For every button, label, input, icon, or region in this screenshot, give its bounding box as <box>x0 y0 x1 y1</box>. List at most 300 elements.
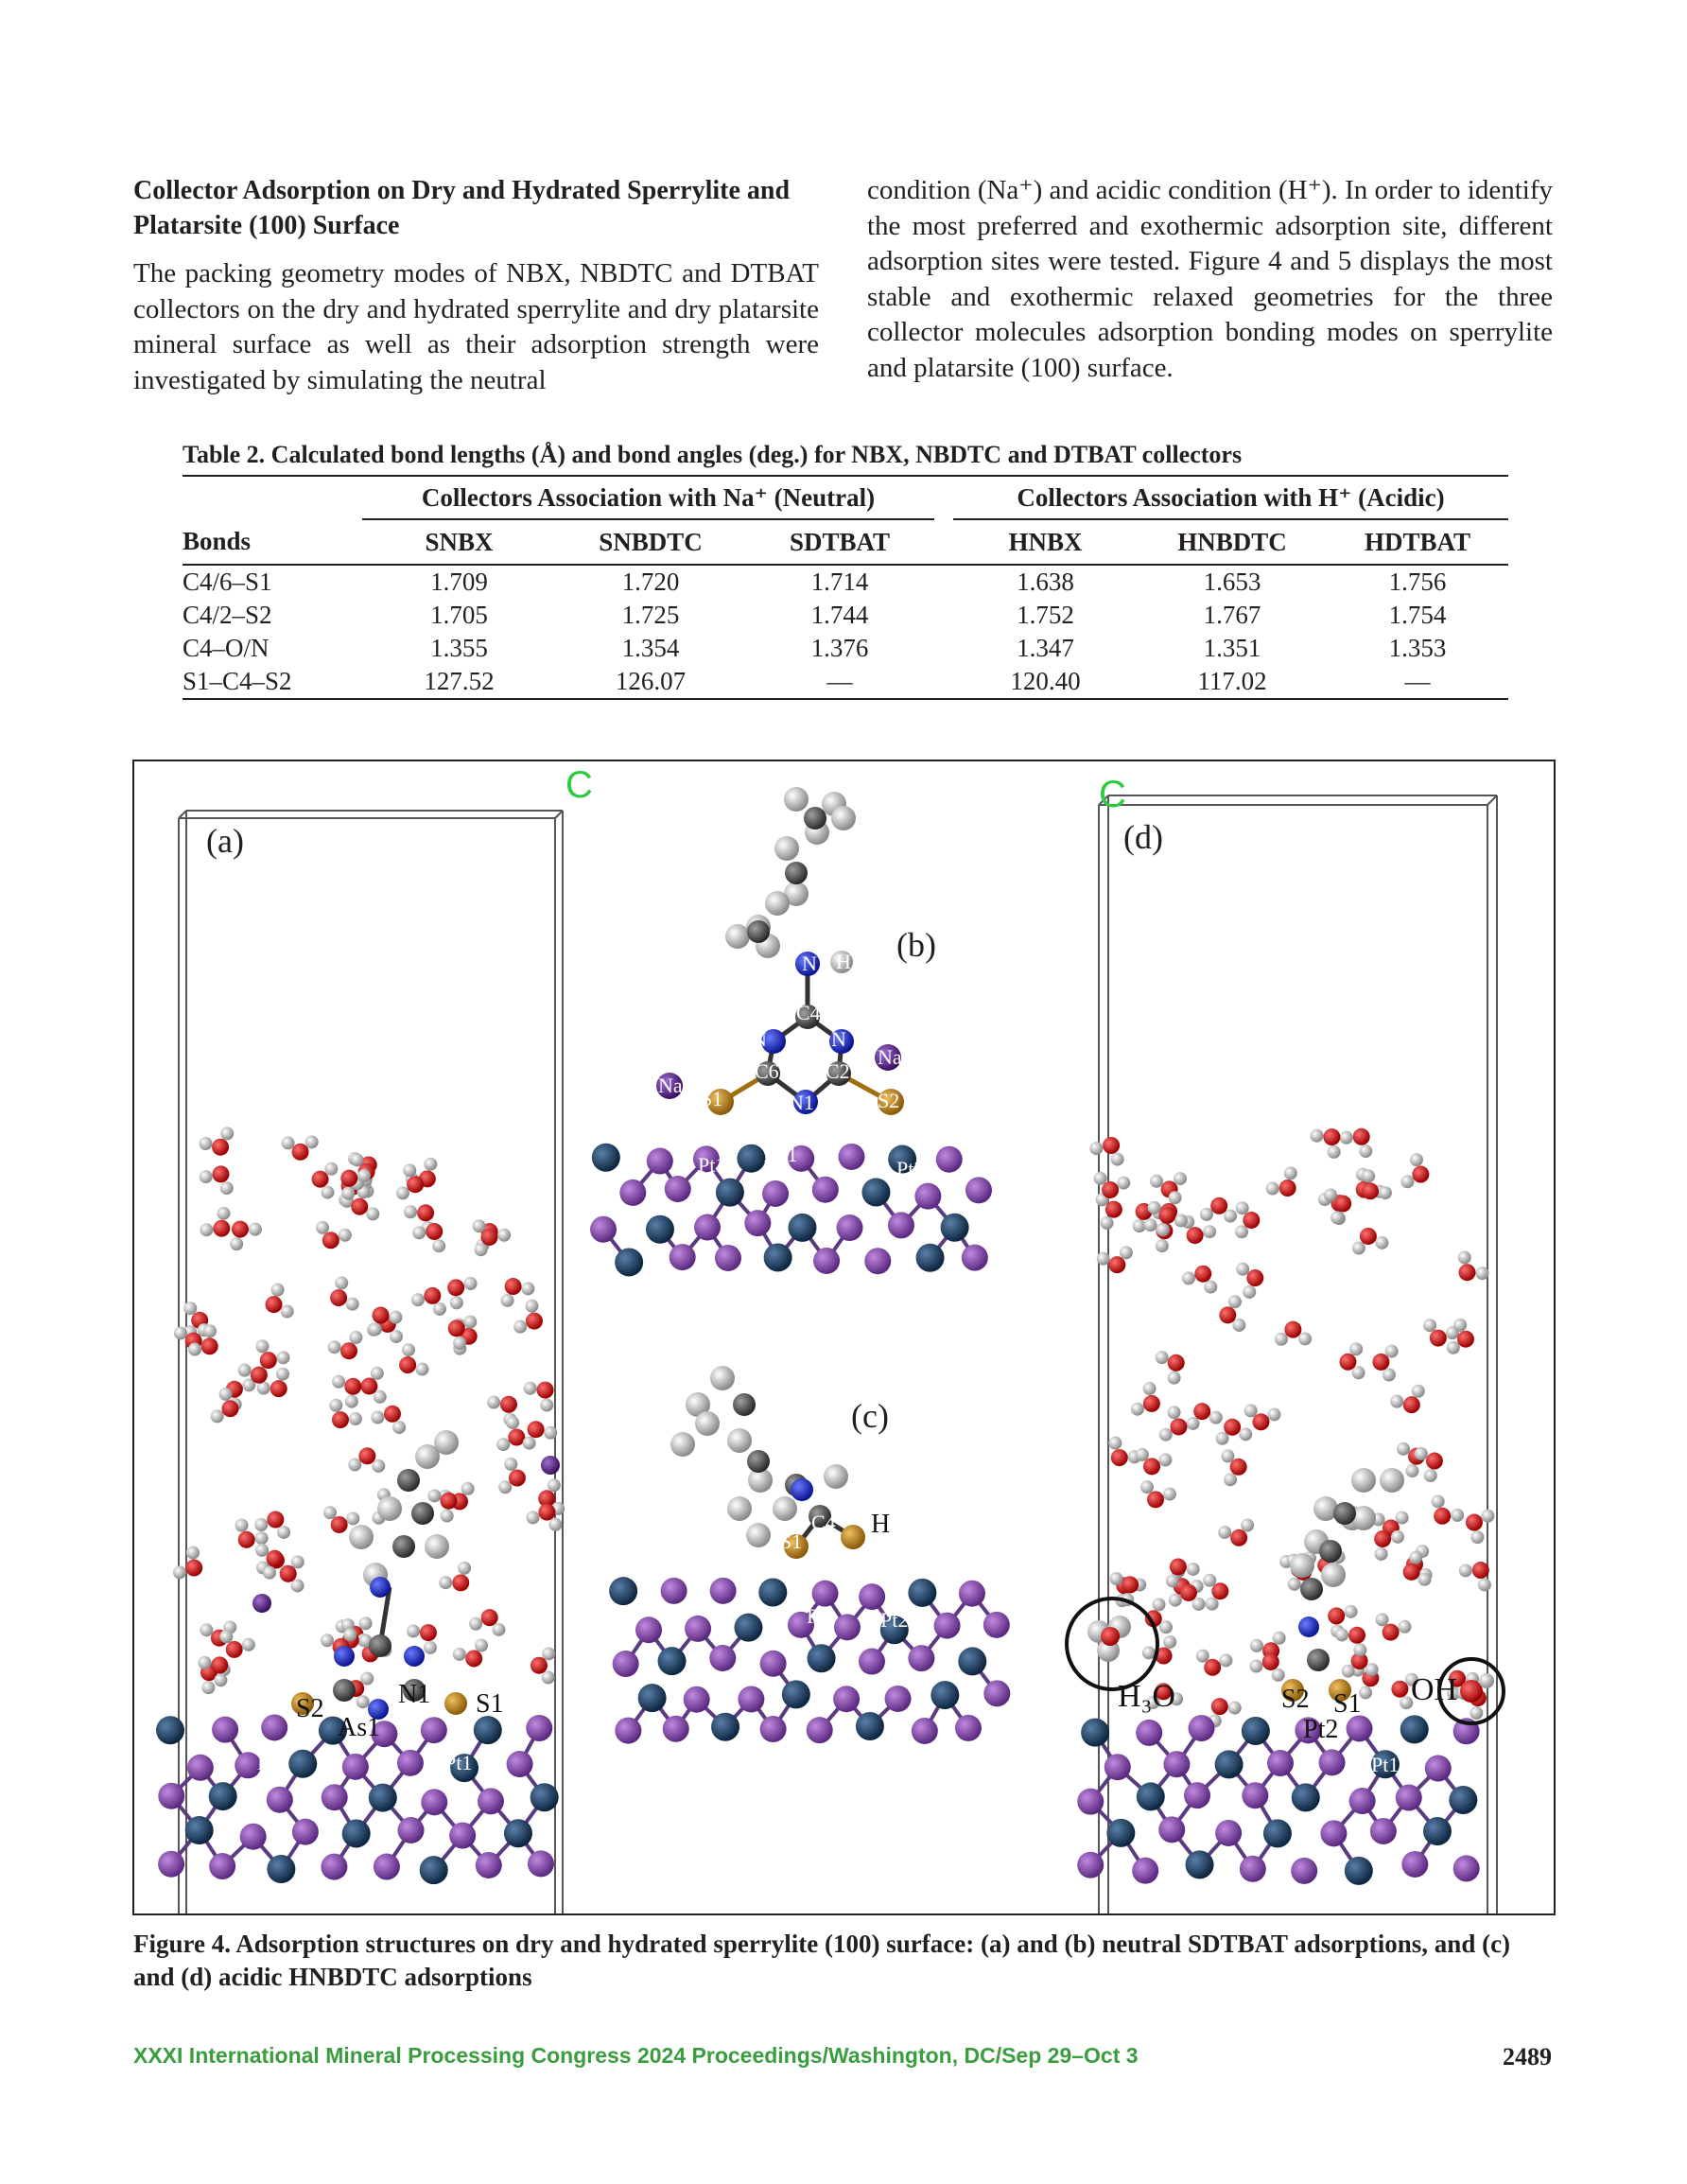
as-atom <box>663 1716 689 1742</box>
svg-text:H: H <box>836 950 851 973</box>
h-atom <box>1235 1225 1248 1238</box>
h-atom <box>1375 1236 1388 1249</box>
o-atom <box>213 1220 230 1237</box>
as-atom <box>1396 1785 1422 1811</box>
h-atom <box>1349 1342 1363 1355</box>
h-atom <box>1424 1469 1437 1482</box>
o-atom <box>1246 1269 1263 1286</box>
o-atom <box>1403 1564 1420 1581</box>
as-atom <box>1077 1789 1104 1815</box>
o-atom <box>201 1337 218 1354</box>
h-atom <box>424 1158 437 1171</box>
o-atom <box>530 1657 548 1674</box>
h-atom <box>1365 1663 1379 1676</box>
page-footer <box>133 2043 1552 2081</box>
pt-atom <box>420 1856 448 1884</box>
h-atom <box>498 1480 512 1494</box>
h-atom <box>453 1337 466 1350</box>
as-atom <box>959 1581 985 1607</box>
as-atom <box>983 1612 1010 1638</box>
svg-text:Pt1: Pt1 <box>807 1604 835 1628</box>
h-atom <box>357 1695 370 1708</box>
as-atom <box>374 1854 400 1880</box>
pt-atom <box>1242 1717 1270 1745</box>
as-atom <box>240 1824 267 1850</box>
o-atom <box>212 1165 229 1182</box>
h-atom <box>1144 1218 1157 1232</box>
svg-text:C4: C4 <box>796 1001 821 1024</box>
h-atom <box>542 1671 555 1685</box>
o-atom <box>211 1656 228 1673</box>
o-atom <box>1158 1207 1175 1224</box>
h-atom <box>321 1634 334 1647</box>
as-atom <box>212 1717 238 1743</box>
as-atom <box>526 1715 552 1741</box>
h-atom <box>1458 1250 1471 1264</box>
h-atom <box>1163 1488 1176 1501</box>
as-atom <box>1184 1782 1210 1808</box>
o-atom <box>340 1342 357 1359</box>
svg-text:N: N <box>752 1027 767 1051</box>
o-atom <box>1412 1166 1429 1183</box>
svg-text:S1: S1 <box>476 1689 504 1719</box>
h-atom <box>1321 1563 1346 1587</box>
h-atom <box>230 1237 243 1250</box>
h-atom <box>1432 1494 1445 1508</box>
h-atom <box>1094 1172 1107 1185</box>
as-atom <box>1370 1818 1397 1844</box>
h-atom <box>1266 1182 1279 1196</box>
h-atom <box>1196 1650 1209 1663</box>
pt-atom <box>930 1681 959 1709</box>
o-atom <box>1391 1681 1408 1698</box>
h-atom <box>1375 1547 1388 1561</box>
h-atom <box>404 1205 417 1218</box>
h-atom <box>433 1302 446 1316</box>
o-atom <box>1348 1627 1365 1644</box>
pt-atom <box>1106 1819 1135 1847</box>
h-atom <box>1228 1702 1242 1715</box>
h-atom <box>487 1396 500 1409</box>
h-atom <box>1224 1473 1237 1486</box>
o-atom <box>1211 1698 1228 1715</box>
o-atom <box>480 1229 497 1246</box>
o-atom <box>1403 1396 1420 1413</box>
h-atom <box>1133 1219 1146 1232</box>
h-atom <box>1288 1578 1301 1591</box>
h-atom <box>173 1565 186 1579</box>
o-atom <box>509 1470 526 1487</box>
h-atom <box>1478 1578 1491 1591</box>
as-atom <box>912 1718 938 1744</box>
h-atom <box>1204 1281 1217 1294</box>
h-atom <box>1447 1341 1460 1354</box>
o-atom <box>1339 1354 1356 1371</box>
pt-atom <box>646 1215 674 1244</box>
axis-c-label-a: C <box>565 764 593 806</box>
as-atom <box>760 1651 787 1677</box>
h-atom <box>1396 1511 1409 1525</box>
o-atom <box>1108 1256 1125 1273</box>
h-atom <box>174 1326 187 1339</box>
panel-label-d: (d) <box>1123 818 1163 856</box>
as-atom <box>158 1851 184 1878</box>
o-atom <box>1230 1529 1247 1546</box>
h-atom <box>1405 1464 1418 1477</box>
as-atom <box>888 1212 914 1238</box>
as-atom <box>859 1583 885 1610</box>
o-atom <box>526 1313 543 1330</box>
svg-text:C4: C4 <box>811 1511 836 1534</box>
pt-atom <box>288 1750 317 1778</box>
h-atom <box>1131 1403 1144 1416</box>
svg-text:Pt2: Pt2 <box>1303 1715 1339 1744</box>
table-row: C4/2–S2 1.705 1.725 1.744 1.752 1.767 1.754 <box>183 601 1447 629</box>
as-atom <box>1453 1855 1480 1881</box>
h-atom <box>425 1534 449 1559</box>
svg-text:Pt2: Pt2 <box>257 1751 286 1774</box>
h-atom <box>506 1416 519 1429</box>
o-atom <box>360 1377 377 1394</box>
h-atom <box>1203 1574 1216 1587</box>
h-atom <box>1187 1563 1200 1576</box>
h-atom <box>1273 1632 1286 1645</box>
o-atom <box>232 1221 249 1238</box>
h-atom <box>357 1169 371 1182</box>
h-atom <box>220 1181 234 1195</box>
h-atom <box>1117 1177 1130 1190</box>
h-atom <box>774 836 799 861</box>
col-header-snbdtc: SNBDTC <box>556 519 745 565</box>
as-atom <box>694 1214 721 1241</box>
h-atom <box>324 1162 338 1176</box>
pt-atom <box>861 1178 890 1206</box>
h-atom <box>746 1523 771 1547</box>
h-atom <box>217 1207 230 1220</box>
h-atom <box>1415 1447 1428 1460</box>
o-atom <box>1323 1128 1340 1145</box>
h-atom <box>670 1432 695 1457</box>
svg-text:Pt1: Pt1 <box>698 1153 726 1177</box>
as-atom <box>613 1651 639 1677</box>
h-atom <box>1224 1210 1237 1223</box>
o-atom <box>407 1176 424 1193</box>
as-atom <box>661 1578 687 1604</box>
h-atom <box>249 1223 262 1236</box>
svg-text:Pt1: Pt1 <box>444 1751 473 1774</box>
h-atom <box>1163 1635 1176 1649</box>
h-atom <box>323 1506 337 1519</box>
as-atom <box>983 1680 1010 1706</box>
h-atom <box>1108 1437 1122 1450</box>
h-atom <box>710 1366 735 1390</box>
o-atom <box>1279 1179 1296 1197</box>
as-atom <box>710 1578 737 1604</box>
as-atom <box>1158 1816 1185 1843</box>
table-row: C4/6–S1 1.709 1.720 1.714 1.638 1.653 1.756 <box>183 568 1447 596</box>
svg-text:OH: OH <box>1411 1672 1458 1707</box>
pt-atom <box>758 1578 787 1606</box>
h-atom <box>1150 1175 1163 1188</box>
as-atom <box>955 1715 982 1741</box>
pt-atom <box>856 1712 884 1740</box>
o-atom <box>344 1378 361 1395</box>
na-atom <box>541 1456 560 1475</box>
as-atom <box>859 1649 885 1675</box>
h-atom <box>1244 1404 1258 1417</box>
h-atom <box>1156 1351 1169 1364</box>
o-atom <box>399 1356 416 1373</box>
o-atom <box>384 1406 401 1423</box>
o-atom <box>238 1531 255 1548</box>
pt-atom <box>958 1647 986 1675</box>
h-atom <box>1324 1188 1337 1201</box>
o-atom <box>1426 1453 1443 1470</box>
as-atom <box>936 1146 963 1173</box>
h-atom <box>513 1320 527 1334</box>
h-atom <box>1236 1201 1249 1214</box>
as-atom <box>528 1850 554 1877</box>
h-atom <box>1423 1319 1436 1332</box>
pt-atom <box>1423 1817 1452 1845</box>
h-atom <box>461 1482 475 1495</box>
table-row: S1–C4–S2 127.52 126.07 — 120.40 117.02 — <box>183 665 1508 699</box>
panel-label-b: (b) <box>896 926 936 964</box>
h-atom <box>282 1136 295 1149</box>
o-atom <box>440 1493 457 1510</box>
h-atom <box>183 1302 197 1315</box>
table-row: C4–O/N 1.355 1.354 1.376 1.347 1.351 1.353 <box>183 634 1447 662</box>
pt-atom <box>1137 1782 1165 1810</box>
h-atom <box>402 1343 415 1356</box>
as-atom <box>1319 1749 1346 1775</box>
c-atom <box>747 920 770 943</box>
o-atom <box>1328 1607 1345 1624</box>
h-atom <box>1111 1153 1124 1166</box>
as-atom <box>709 1645 736 1671</box>
h-atom <box>277 1351 290 1364</box>
svg-text:H₃O: H₃O <box>1118 1679 1175 1714</box>
h-atom <box>1159 1428 1173 1441</box>
o-atom <box>1147 1491 1164 1508</box>
o-atom <box>1434 1508 1451 1525</box>
h-atom <box>727 1428 752 1453</box>
h-atom <box>1376 1613 1389 1626</box>
h-atom <box>548 1478 561 1492</box>
h-atom <box>695 1411 720 1436</box>
as-atom <box>744 1210 771 1236</box>
h-atom <box>1410 1153 1423 1166</box>
pt-atom <box>342 1819 371 1847</box>
h-atom <box>1101 1216 1114 1230</box>
h-atom <box>341 1187 355 1200</box>
h-atom <box>525 1300 538 1313</box>
c-atom <box>747 1450 770 1473</box>
n-atom <box>404 1646 425 1667</box>
h-atom <box>346 1298 359 1311</box>
o-atom <box>1224 1419 1241 1436</box>
as-atom <box>833 1686 860 1712</box>
h-atom <box>1400 1175 1414 1188</box>
right-column <box>867 173 1553 386</box>
h-atom <box>332 1375 345 1389</box>
h-atom <box>1143 1382 1157 1395</box>
h-atom <box>469 1617 482 1631</box>
h-atom <box>328 1340 341 1354</box>
as-atom <box>684 1686 710 1713</box>
h-atom <box>411 1293 425 1306</box>
h-atom <box>348 1459 361 1472</box>
as-atom <box>885 1686 912 1712</box>
h-atom <box>450 1296 463 1309</box>
c-atom <box>333 1679 356 1702</box>
group-acidic: Collectors Association with H⁺ (Acidic) <box>953 476 1508 519</box>
o-atom <box>1334 1196 1351 1213</box>
svg-text:As1: As1 <box>764 1143 798 1166</box>
c-atom <box>1319 1540 1342 1563</box>
pt-atom <box>369 1784 397 1812</box>
h-atom <box>1221 1449 1234 1462</box>
as-atom <box>635 1616 662 1643</box>
h-atom <box>349 1525 374 1549</box>
as-atom <box>421 1789 447 1815</box>
pt-atom <box>737 1144 765 1173</box>
s-atom <box>444 1692 467 1715</box>
h-atom <box>1097 1252 1110 1266</box>
h-atom <box>198 1656 211 1669</box>
h-atom <box>1243 1285 1256 1299</box>
h-atom <box>521 1282 534 1295</box>
pt-atom <box>156 1716 184 1744</box>
svg-text:N1: N1 <box>789 1091 814 1114</box>
as-atom <box>1425 1756 1452 1782</box>
h-atom <box>1385 1345 1399 1358</box>
h-atom <box>1174 1172 1187 1185</box>
h-atom <box>203 1324 217 1337</box>
col-header-bonds: Bonds <box>183 519 362 565</box>
as-atom <box>647 1148 673 1175</box>
h-atom <box>186 1546 200 1560</box>
pt-atom <box>716 1179 744 1207</box>
o-atom <box>266 1296 283 1313</box>
h-atom <box>1166 1574 1179 1587</box>
h-atom <box>1200 1208 1213 1221</box>
h-atom <box>1397 1442 1410 1456</box>
h-atom <box>415 1444 440 1469</box>
as-atom <box>1349 1788 1376 1814</box>
as-atom <box>449 1823 476 1849</box>
h-atom <box>1228 1295 1242 1308</box>
h-atom <box>349 1412 362 1425</box>
section-heading: Collector Adsorption on Dry and Hydrated Sperrylite and Platarsite (100) Surface <box>133 176 791 240</box>
o-atom <box>251 1367 268 1384</box>
o-atom <box>1230 1459 1247 1476</box>
h-atom <box>188 1343 201 1356</box>
as-atom <box>670 1244 696 1270</box>
h-atom <box>369 1322 382 1336</box>
h-atom <box>523 1437 536 1450</box>
s-atom <box>841 1525 865 1549</box>
pt-atom <box>788 1214 816 1242</box>
o-atom <box>1193 1403 1210 1420</box>
h-atom <box>1192 1598 1206 1611</box>
o-atom <box>212 1139 229 1156</box>
o-atom <box>1102 1181 1119 1198</box>
pt-atom <box>782 1680 810 1708</box>
h-atom <box>1158 1453 1172 1466</box>
svg-text:S1: S1 <box>780 1529 803 1553</box>
pt-atom <box>267 1855 295 1883</box>
o-atom <box>1105 1201 1122 1218</box>
c-atom <box>1333 1502 1356 1525</box>
h-atom <box>220 1127 234 1140</box>
svg-text:N: N <box>831 1027 846 1051</box>
h-atom <box>497 1229 511 1242</box>
h-atom <box>1335 1628 1348 1641</box>
o-atom <box>1460 1680 1483 1703</box>
svg-text:N1: N1 <box>398 1680 431 1709</box>
h-atom <box>214 1673 227 1686</box>
h-atom <box>464 1277 478 1290</box>
o-atom <box>1143 1395 1160 1412</box>
as-atom <box>908 1645 934 1671</box>
as-atom <box>619 1179 646 1206</box>
o-atom <box>1103 1137 1120 1154</box>
o-atom <box>1458 1264 1475 1281</box>
h-atom <box>219 1630 233 1643</box>
h-atom <box>305 1135 319 1148</box>
h-atom <box>1352 1242 1365 1255</box>
o-atom <box>1180 1584 1197 1601</box>
h-atom <box>242 1638 255 1651</box>
o-atom <box>452 1574 469 1591</box>
h-atom <box>396 1186 409 1199</box>
col-header-hdtbat: HDTBAT <box>1327 519 1508 565</box>
pt-atom <box>615 1248 643 1276</box>
pt-atom <box>609 1577 637 1605</box>
o-atom <box>465 1650 482 1667</box>
pt-atom <box>908 1579 936 1607</box>
h-atom <box>1168 1406 1181 1419</box>
left-column <box>133 173 819 398</box>
as-atom <box>615 1718 641 1744</box>
h-atom <box>1156 1239 1169 1252</box>
h-atom <box>346 1511 359 1525</box>
pt-atom <box>592 1144 620 1172</box>
as-atom <box>914 1183 941 1210</box>
h-atom <box>1241 1519 1254 1532</box>
na-atom <box>252 1594 271 1613</box>
h-atom <box>1359 1144 1372 1158</box>
group-neutral: Collectors Association with Na⁺ (Neutral) <box>362 476 934 519</box>
h-atom <box>1351 1468 1376 1493</box>
h-atom <box>1451 1509 1464 1522</box>
h-atom <box>1219 1653 1232 1667</box>
h-atom <box>1267 1407 1280 1421</box>
h-atom <box>492 1623 505 1636</box>
footer-proceedings: XXXI International Mineral Processing Congress 2024 Proceedings/Washington, DC/Sep 29–Oct 3 <box>133 2043 1139 2068</box>
c-atom <box>804 807 826 830</box>
o-atom <box>1211 1582 1228 1599</box>
pt-atom <box>1186 1850 1214 1878</box>
page-number: 2489 <box>1503 2043 1552 2070</box>
h-atom <box>1390 1395 1403 1408</box>
h-atom <box>1159 1620 1173 1634</box>
h-atom <box>1216 1432 1229 1445</box>
svg-text:S2: S2 <box>876 1538 898 1562</box>
as-atom <box>292 1819 319 1845</box>
as-atom <box>1242 1782 1268 1808</box>
